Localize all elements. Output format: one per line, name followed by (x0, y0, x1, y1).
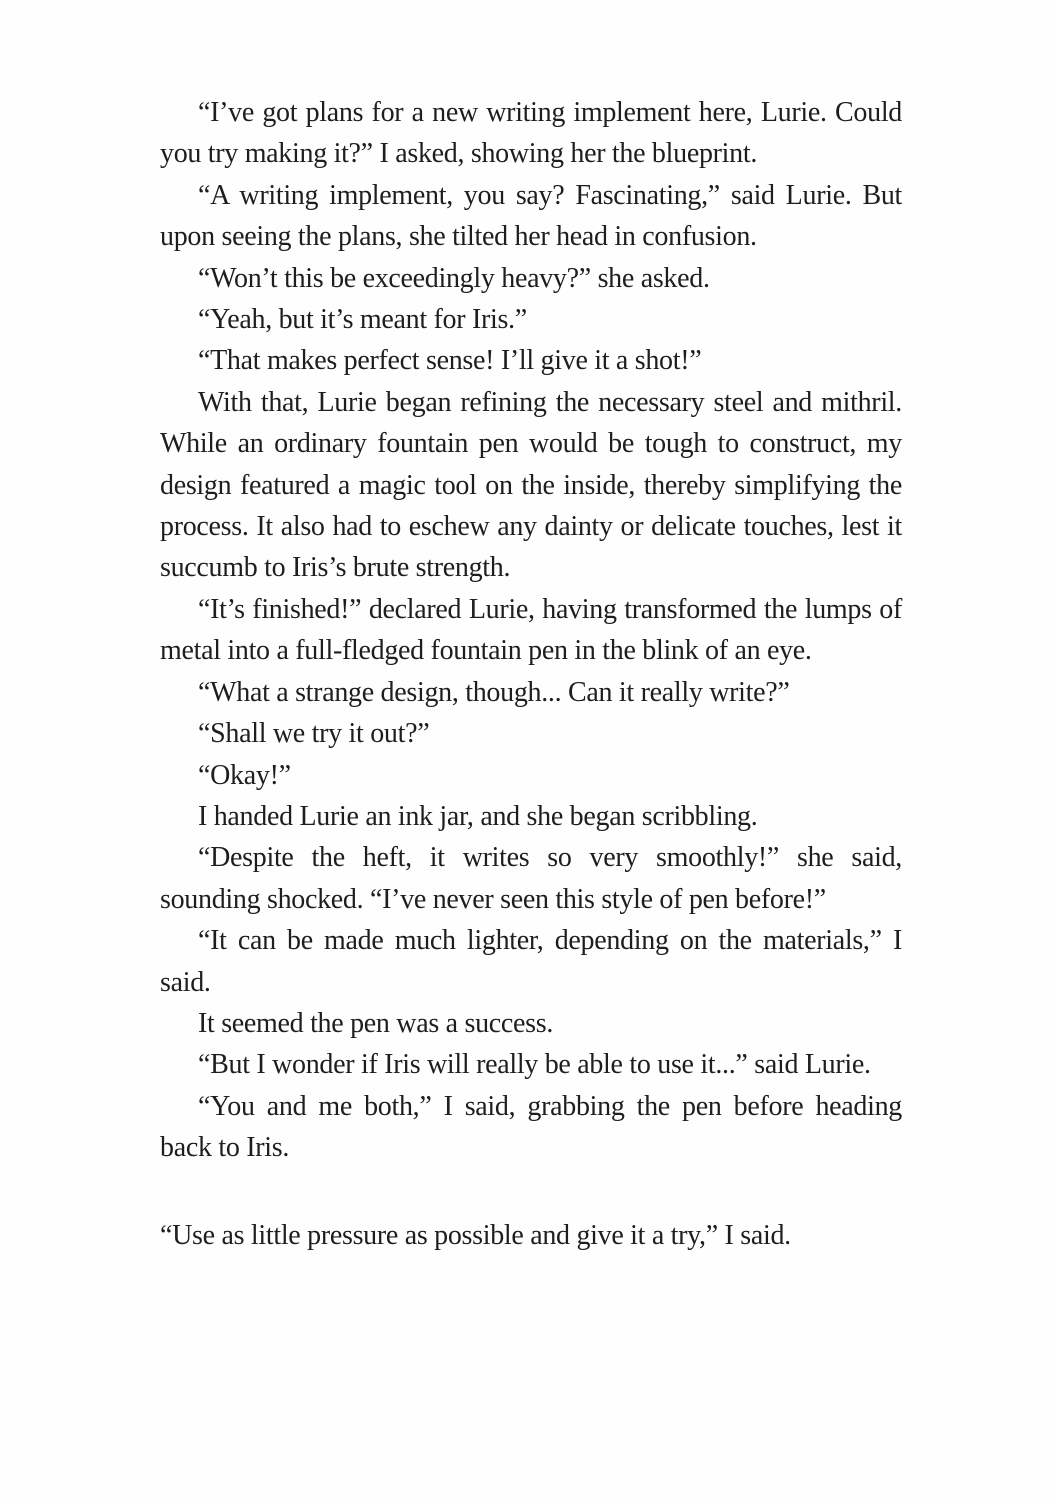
paragraph: I handed Lurie an ink jar, and she began scribbling. (198, 800, 758, 832)
paragraph: “It’s finished!” declared Lurie, having transformed the lumps of metal into a full-fledged fountain pen in the blink of an eye. (160, 593, 902, 667)
paragraph: “What a strange design, though... Can it really write?” (198, 676, 790, 708)
paragraph: “Shall we try it out?” (198, 718, 430, 750)
paragraph: “Won’t this be exceedingly heavy?” she asked. (198, 262, 710, 294)
paragraph: “But I wonder if Iris will really be able to use it...” said Lurie. (198, 1049, 871, 1081)
paragraph: “It can be made much lighter, depending on the materials,” I said. (160, 925, 902, 998)
paragraph: “Yeah, but it’s meant for Iris.” (198, 304, 527, 336)
body-text (160, 92, 902, 1256)
paragraph: “I’ve got plans for a new writing implement here, Lurie. Could you try making it?” I asked, showing her the blueprint. (160, 97, 902, 170)
paragraph: “That makes perfect sense! I’ll give it a shot!” (198, 345, 702, 377)
paragraph: “Use as little pressure as possible and give it a try,” I said. (160, 1219, 791, 1251)
paragraph: It seemed the pen was a success. (198, 1007, 554, 1039)
paragraph: “You and me both,” I said, grabbing the pen before heading back to Iris. (160, 1090, 902, 1164)
paragraph: “Despite the heft, it writes so very smoothly!” she said, sounding shocked. “I’ve never seen this style of pen before!” (160, 842, 902, 915)
paragraph: “A writing implement, you say? Fascinating,” said Lurie. But upon seeing the plans, she tilted her head in confusion. (160, 179, 902, 253)
paragraph: “Okay!” (198, 759, 291, 791)
paragraph: With that, Lurie began refining the necessary steel and mithril. While an ordinary fountain pen would be tough to construct, my design featured a magic tool on the inside, thereby simplifying the process. It also had to eschew any dainty or delicate touches, lest it succumb to Iris’s brute strength. (160, 386, 902, 584)
